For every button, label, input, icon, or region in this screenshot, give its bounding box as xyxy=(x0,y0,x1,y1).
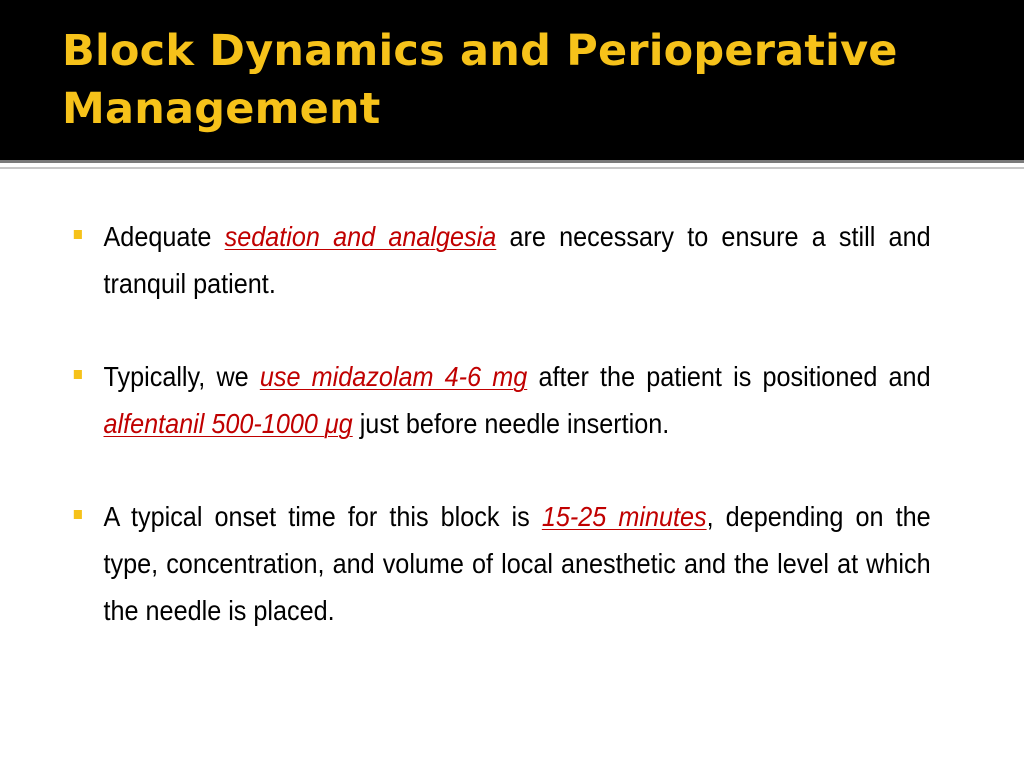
bullet-text: just before needle insertion. xyxy=(352,408,670,439)
highlight-sedation: sedation and analgesia xyxy=(224,221,497,252)
highlight-onset-time: 15-25 minutes xyxy=(541,501,707,532)
title-divider-light xyxy=(0,167,1024,169)
title-divider xyxy=(0,160,1024,163)
bullet-text: after the patient is positioned and xyxy=(527,361,931,392)
bullet-text: Typically, we xyxy=(103,361,260,392)
slide-title: Block Dynamics and Perioperative Management xyxy=(62,26,898,134)
bullet-onset xyxy=(72,493,931,634)
bullet-list xyxy=(72,213,962,680)
title-bar xyxy=(0,0,1024,160)
bullet-text: , depending on the type, concentration, and volume of local anesthetic and the level at which the needle is placed. xyxy=(103,501,931,626)
bullet-dosage xyxy=(72,353,931,447)
bullet-square-icon xyxy=(74,230,82,239)
bullet-sedation xyxy=(72,213,931,307)
highlight-alfentanil: alfentanil 500-1000 μg xyxy=(103,408,353,439)
bullet-square-icon xyxy=(74,370,82,379)
bullet-text: are necessary to ensure a still and tranquil patient. xyxy=(103,221,931,299)
bullet-text: Adequate xyxy=(103,221,225,252)
highlight-midazolam: use midazolam 4-6 mg xyxy=(259,361,528,392)
bullet-text: A typical onset time for this block is xyxy=(103,501,542,532)
bullet-square-icon xyxy=(74,510,82,519)
